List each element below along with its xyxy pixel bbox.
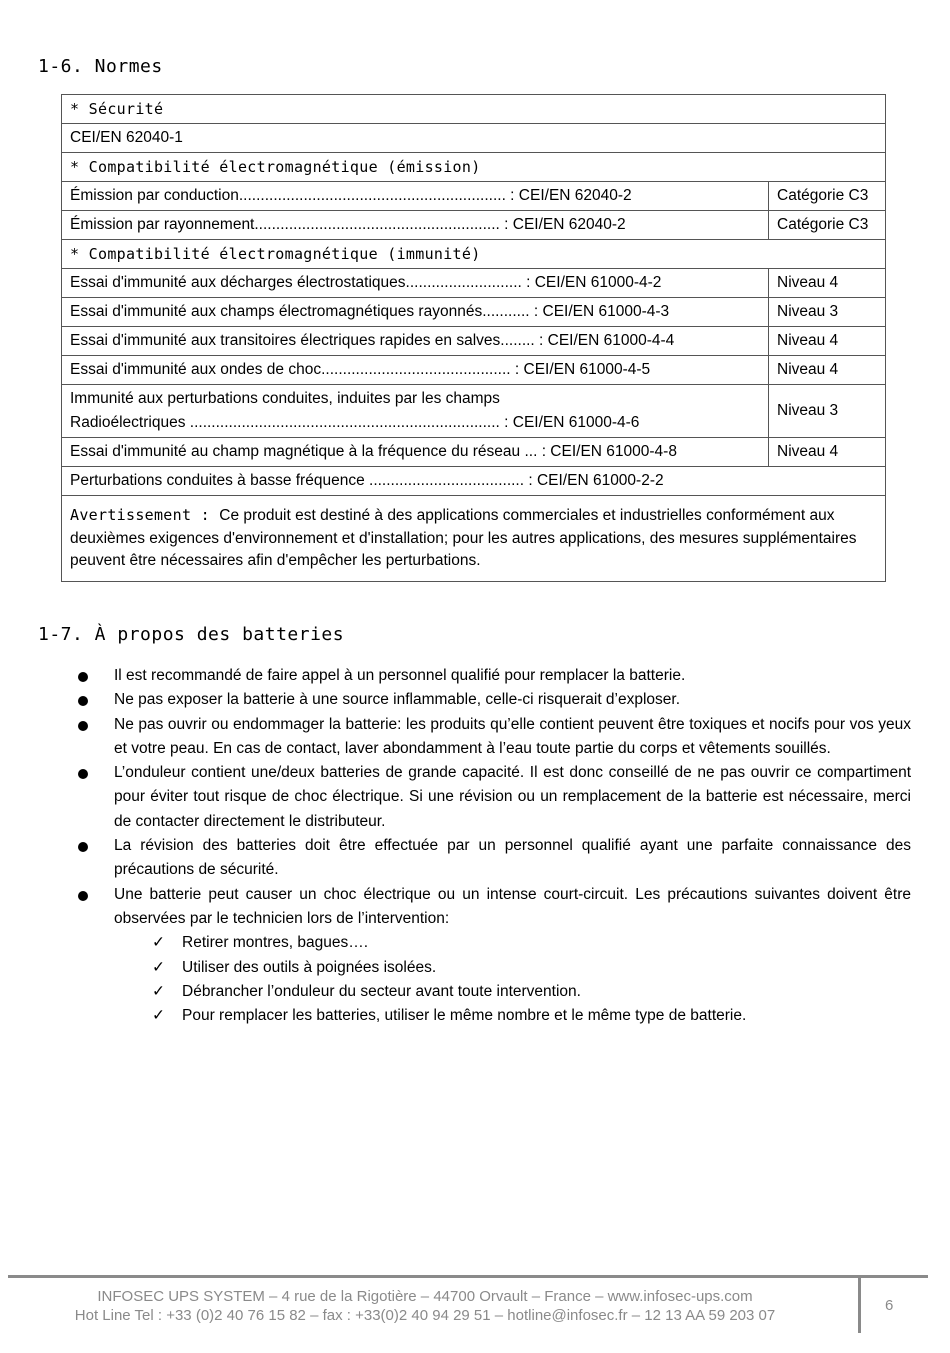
standard-ref: : CEI/EN 61000-4-4 [534, 332, 675, 349]
checklist-text: Utiliser des outils à poignées isolées. [182, 958, 437, 976]
standard-ref: : CEI/EN 61000-4-8 [537, 443, 677, 460]
emc-immunity-header: * Compatibilité électromagnétique (immunité) [62, 240, 886, 269]
table-row [62, 124, 886, 153]
checklist-text: Débrancher l’onduleur du secteur avant toute intervention. [182, 982, 581, 1000]
test-label: Émission par rayonnement [70, 216, 255, 233]
checkmark-icon: ✓ [152, 958, 165, 976]
page-number: 6 [885, 1297, 894, 1314]
norms-table [61, 94, 886, 582]
bullet-icon [78, 672, 88, 682]
test-label: Essai d'immunité aux décharges électrostatiques [70, 274, 406, 291]
warning-cell [62, 496, 886, 582]
level-cell: Niveau 4 [769, 356, 886, 385]
bullet-icon [78, 769, 88, 779]
level-cell: Niveau 4 [769, 269, 886, 298]
standard-ref: : CEI/EN 61000-4-6 [499, 414, 640, 431]
list-item [78, 664, 911, 688]
battery-bullet-list [78, 664, 911, 1028]
list-item [78, 834, 911, 883]
test-label-line1: Immunité aux perturbations conduites, induites par les champs [70, 390, 500, 407]
standard-ref: : CEI/EN 61000-4-5 [510, 361, 651, 378]
checkmark-icon: ✓ [152, 982, 165, 1000]
checkmark-icon: ✓ [152, 934, 165, 952]
checklist-text: Pour remplacer les batteries, utiliser le même nombre et le même type de batterie. [182, 1007, 747, 1025]
test-label: Essai d'immunité aux champs électromagnétiques rayonnés [70, 303, 483, 320]
list-item [78, 883, 911, 1029]
category-cell: Catégorie C3 [769, 182, 886, 211]
standard-cell [62, 438, 769, 467]
checklist-item [152, 931, 911, 955]
bullet-text: La révision des batteries doit être effectuée par un personnel qualifié ayant une parfaite connaissance des précautions de sécurité. [114, 837, 911, 879]
test-label: Émission par conduction [70, 187, 239, 204]
bullet-icon [78, 891, 88, 901]
table-row [62, 182, 886, 211]
test-label: Perturbations conduites à basse fréquence [70, 472, 365, 489]
test-label: Essai d'immunité aux ondes de choc [70, 361, 322, 378]
safety-header: * Sécurité [62, 95, 886, 124]
bullet-text: Ne pas ouvrir ou endommager la batterie: les produits qu’elle contient peuvent être toxiques et nocifs pour vos yeux et votre peau. En cas de contact, laver abondamment à l’eau toute partie du corps et vêtements souillés. [114, 715, 911, 757]
bullet-text: L’onduleur contient une/deux batteries de grande capacité. Il est donc conseillé de ne pas ouvrir ce compartiment pour éviter tout risque de choc électrique. Si une révision ou un remplacement de la batterie est nécessaire, merci de contacter directement le distributeur. [114, 764, 911, 830]
footer-address: INFOSEC UPS SYSTEM – 4 rue de la Rigotière – 44700 Orvault – France – www.infosec-ups.com [97, 1288, 753, 1305]
list-item [78, 761, 911, 834]
standard-cell [62, 467, 886, 496]
bullet-text: Ne pas exposer la batterie à une source inflammable, celle-ci risquerait d’exploser. [114, 691, 681, 709]
test-label: Essai d'immunité aux transitoires électriques rapides en salves [70, 332, 501, 349]
table-row [62, 496, 886, 582]
table-row [62, 269, 886, 298]
standard-ref: : CEI/EN 62040-2 [499, 216, 626, 233]
footer-divider [8, 1275, 928, 1278]
bullet-icon [78, 721, 88, 731]
list-item [78, 688, 911, 712]
dot-leader: .................................... [364, 472, 525, 489]
warning-text: Ce produit est destiné à des applications commerciales et industrielles conformément aux deuxièmes exigences d'environnement et d'installation; pour les autres applications, des mesures supplémentaires peuvent être nécessaires afin d'empêcher les perturbations. [70, 507, 857, 569]
table-row [62, 327, 886, 356]
table-row [62, 356, 886, 385]
section-title-norms: 1-6. Normes [38, 56, 163, 77]
dot-leader: ........... [482, 303, 530, 320]
table-row [62, 298, 886, 327]
footer-vertical-divider [858, 1278, 861, 1333]
table-row [62, 385, 886, 438]
dot-leader: ........ [500, 332, 535, 349]
test-label: Essai d'immunité au champ magnétique à la fréquence du réseau [70, 443, 521, 460]
checklist-text: Retirer montres, bagues…. [182, 934, 369, 952]
table-row [62, 438, 886, 467]
level-cell: Niveau 4 [769, 438, 886, 467]
safety-standard: CEI/EN 62040-1 [62, 124, 886, 153]
bullet-text: Il est recommandé de faire appel à un personnel qualifié pour remplacer la batterie. [114, 667, 686, 684]
dot-leader: ... [520, 443, 538, 460]
table-row [62, 153, 886, 182]
checklist-item [152, 956, 911, 980]
bullet-text: Une batterie peut causer un choc électrique ou un intense court-circuit. Les précautions suivantes doivent être observées par le technicien lors de l’intervention: [114, 885, 911, 927]
standard-cell [62, 211, 769, 240]
list-item [78, 713, 911, 762]
test-label: Radioélectriques [70, 414, 186, 431]
checklist-item [152, 980, 911, 1004]
dot-leader: ........................... [405, 274, 522, 291]
checklist [114, 931, 911, 1028]
warning-label: Avertissement : [70, 506, 220, 524]
level-cell: Niveau 3 [769, 385, 886, 438]
dot-leader: ............................................ [321, 361, 511, 378]
emc-emission-header: * Compatibilité électromagnétique (émission) [62, 153, 886, 182]
level-cell: Niveau 4 [769, 327, 886, 356]
dot-leader: ......................................................... [254, 216, 500, 233]
standard-cell [62, 269, 769, 298]
dot-leader: ........................................................................ [185, 414, 500, 431]
standard-ref: : CEI/EN 62040-2 [505, 187, 632, 204]
checklist-item [152, 1004, 911, 1028]
footer-contact: Hot Line Tel : +33 (0)2 40 76 15 82 – fax : +33(0)2 40 94 29 51 – hotline@infosec.fr – 12 13 AA 59 203 07 [74, 1307, 776, 1324]
standard-cell [62, 385, 769, 438]
dot-leader: .............................................................. [238, 187, 506, 204]
section-title-batteries: 1-7. À propos des batteries [38, 624, 345, 645]
standard-ref: : CEI/EN 61000-2-2 [524, 472, 664, 489]
level-cell: Niveau 3 [769, 298, 886, 327]
category-cell: Catégorie C3 [769, 211, 886, 240]
standard-ref: : CEI/EN 61000-4-3 [529, 303, 670, 320]
standard-ref: : CEI/EN 61000-4-2 [521, 274, 662, 291]
standard-cell [62, 182, 769, 211]
checkmark-icon: ✓ [152, 1007, 165, 1025]
bullet-icon [78, 696, 88, 706]
table-row [62, 211, 886, 240]
table-row [62, 95, 886, 124]
table-row [62, 240, 886, 269]
table-row [62, 467, 886, 496]
standard-cell [62, 298, 769, 327]
standard-cell [62, 327, 769, 356]
standard-cell [62, 356, 769, 385]
bullet-icon [78, 842, 88, 852]
